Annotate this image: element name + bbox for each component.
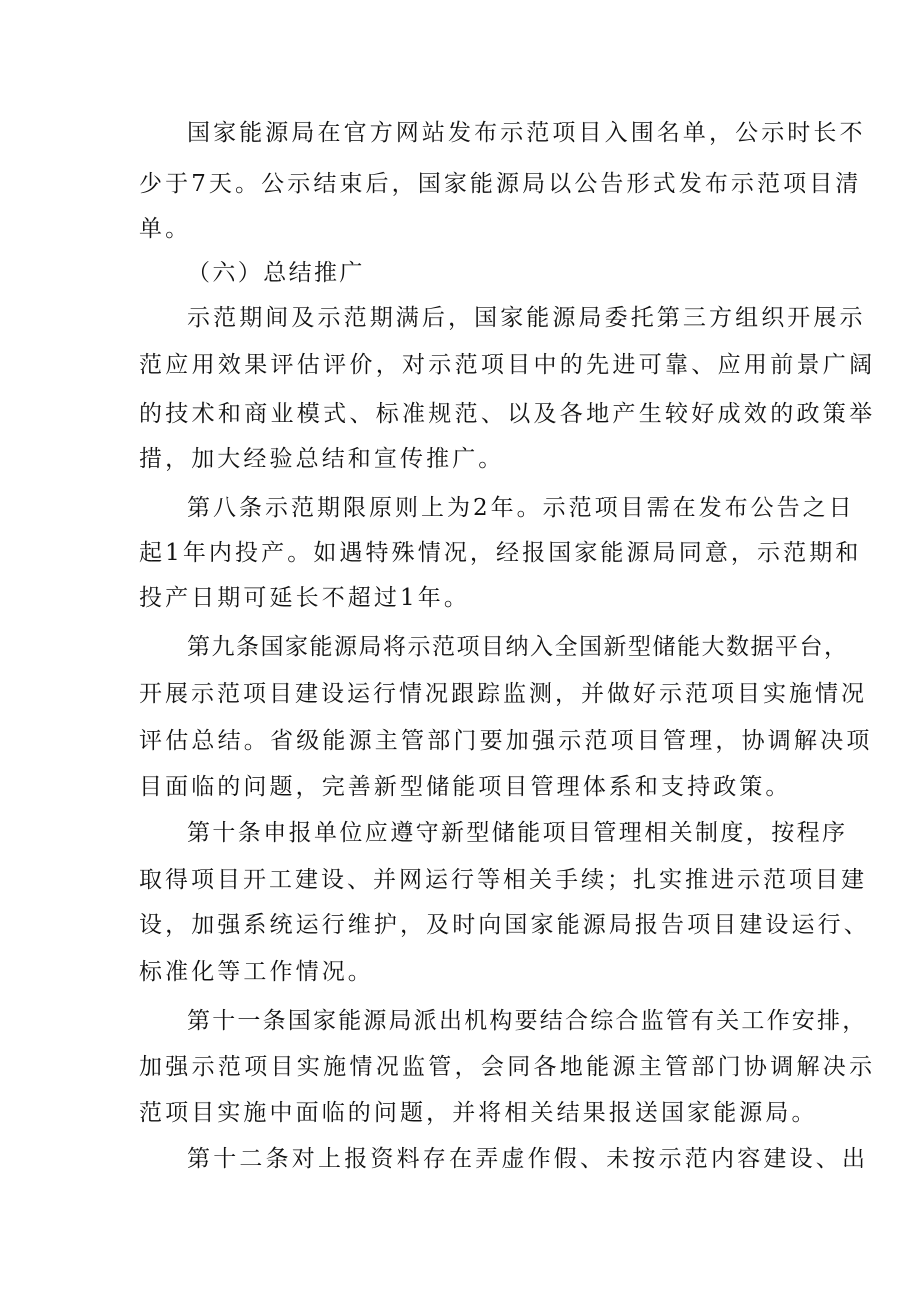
- section-heading: （六）总结推广: [187, 260, 365, 286]
- text-line: 措，加大经验总结和宣传推广。: [139, 446, 505, 472]
- text-line: 加强示范项目实施情况监管，会同各地能源主管部门协调解决示: [139, 1054, 876, 1080]
- text-line: 投产日期可延长不超过1年。: [139, 585, 470, 611]
- text-line: 范应用效果评估评价，对示范项目中的先进可靠、应用前景广阔: [139, 352, 876, 378]
- text-line: 少于7天。公示结束后，国家能源局以公告形式发布示范项目清: [139, 171, 862, 197]
- text-line: 单。: [139, 216, 192, 242]
- text-line: 目面临的问题，完善新型储能项目管理体系和支持政策。: [139, 774, 792, 800]
- text-line: 评估总结。省级能源主管部门要加强示范项目管理，协调解决项: [139, 728, 873, 754]
- text-line: 设，加强系统运行维护，及时向国家能源局报告项目建设运行、: [139, 912, 870, 938]
- text-line: 起1年内投产。如遇特殊情况，经报国家能源局同意，示范期和: [139, 540, 862, 566]
- text-line: 第八条示范期限原则上为2年。示范项目需在发布公告之日: [187, 495, 855, 521]
- text-line: 第十条申报单位应遵守新型储能项目管理相关制度，按程序: [187, 820, 848, 846]
- text-line: 范项目实施中面临的问题，并将相关结果报送国家能源局。: [139, 1100, 818, 1126]
- text-line: 第十一条国家能源局派出机构要结合综合监管有关工作安排，: [187, 1008, 868, 1034]
- text-line: 标准化等工作情况。: [139, 959, 374, 985]
- text-line: 开展示范项目建设运行情况跟踪监测，并做好示范项目实施情况: [139, 681, 867, 707]
- text-line: 示范期间及示范期满后，国家能源局委托第三方组织开展示: [187, 305, 866, 331]
- text-line: 国家能源局在官方网站发布示范项目入围名单，公示时长不: [187, 120, 866, 146]
- text-line: 第九条国家能源局将示范项目纳入全国新型储能大数据平台，: [187, 634, 849, 660]
- text-line: 的技术和商业模式、标准规范、以及各地产生较好成效的政策举: [139, 401, 876, 427]
- text-line: 第十二条对上报资料存在弄虚作假、未按示范内容建设、出: [187, 1146, 869, 1172]
- text-line: 取得项目开工建设、并网运行等相关手续；扎实推进示范项目建: [139, 867, 867, 893]
